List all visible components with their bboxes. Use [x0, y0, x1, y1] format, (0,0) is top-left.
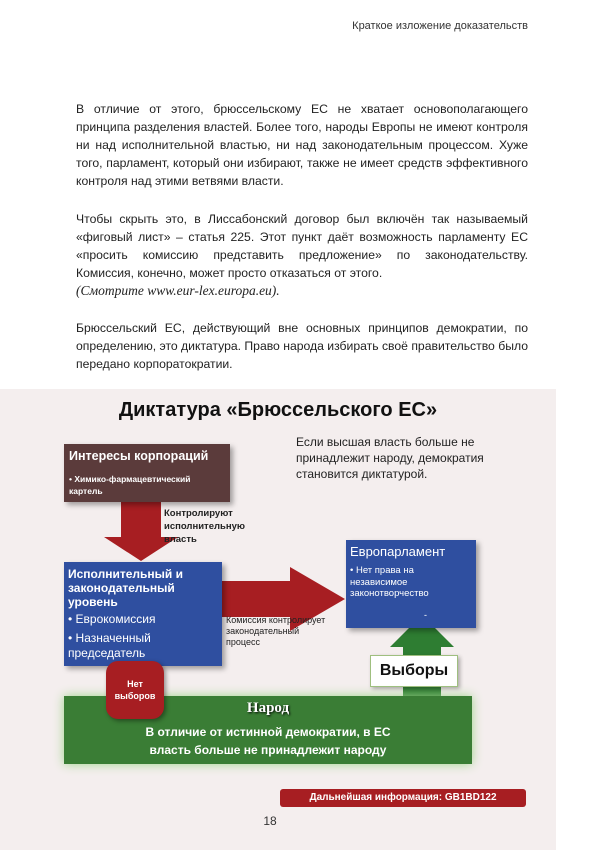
page-header: Краткое изложение доказательств: [352, 20, 528, 32]
people-description-text: В отличие от истинной демократии, в ЕС власть больше не принадлежит народу: [145, 725, 391, 757]
europarliament-dash: -: [424, 610, 427, 620]
people-description: [64, 723, 472, 759]
europarliament-item: • Нет права на независимое законотворчество: [350, 565, 429, 599]
elections-label: Выборы: [370, 655, 458, 687]
no-elections-badge: [106, 661, 164, 719]
corporations-title: Интересы корпораций: [69, 449, 209, 463]
paragraph-1: [76, 100, 528, 190]
executive-box: [64, 562, 222, 666]
dictatorship-note: Если высшая власть больше не принадлежит народу, демократия становится диктатурой.: [296, 435, 484, 481]
control-label: Контролируют исполнительную власть: [164, 508, 245, 545]
people-title: Народ: [246, 700, 290, 716]
executive-item-president: • Назначенный председатель: [68, 631, 151, 660]
executive-item-commission: • Еврокомиссия: [68, 612, 156, 626]
paragraph-2-reference: (Смотрите www.eur-lex.europa.eu).: [76, 283, 280, 298]
paragraph-3: [76, 319, 528, 373]
commission-label: Комиссия контролирует законодательный процесс: [226, 615, 326, 647]
page-number: 18: [263, 814, 277, 828]
europarliament-box: [346, 540, 476, 628]
executive-title: Исполнительный и законодательный уровень: [68, 567, 183, 609]
no-elections-text: Нет выборов: [114, 679, 156, 701]
paragraph-2: [76, 210, 528, 300]
paragraph-3-text: Брюссельский ЕС, действующий вне основных принципов демократии, по определению, это диктатура. Право народа избирать своё правительство было передано корпоратократии.: [76, 321, 528, 371]
infographic-title: Диктатура «Брюссельского ЕС»: [118, 399, 438, 421]
corporations-box: [64, 444, 230, 502]
more-info-banner: Дальнейшая информация: GB1BD122: [280, 789, 526, 807]
dictatorship-infographic: [0, 389, 556, 850]
corporations-item: • Химико-фармацевтический картель: [69, 474, 191, 496]
europarliament-title: Европарламент: [350, 544, 446, 559]
paragraph-2-text: Чтобы скрыть это, в Лиссабонский договор был включён так называемый «фиговый лист» – статья 225. Этот пункт даёт возможность парламенту ЕС «просить комиссию представить предложение» по законодательству. Комиссия, конечно, может просто отказаться от этого.: [76, 212, 528, 280]
paragraph-1-text: В отличие от этого, брюссельскому ЕС не хватает основополагающего принципа разделения властей. Более того, народы Европы не имеют контроля ни над исполнительной властью, ни над законодательным процессом. Хуже того, парламент, который они избирают, также не имеет средств эффективного контроля над этими ветвями власти.: [76, 102, 528, 188]
